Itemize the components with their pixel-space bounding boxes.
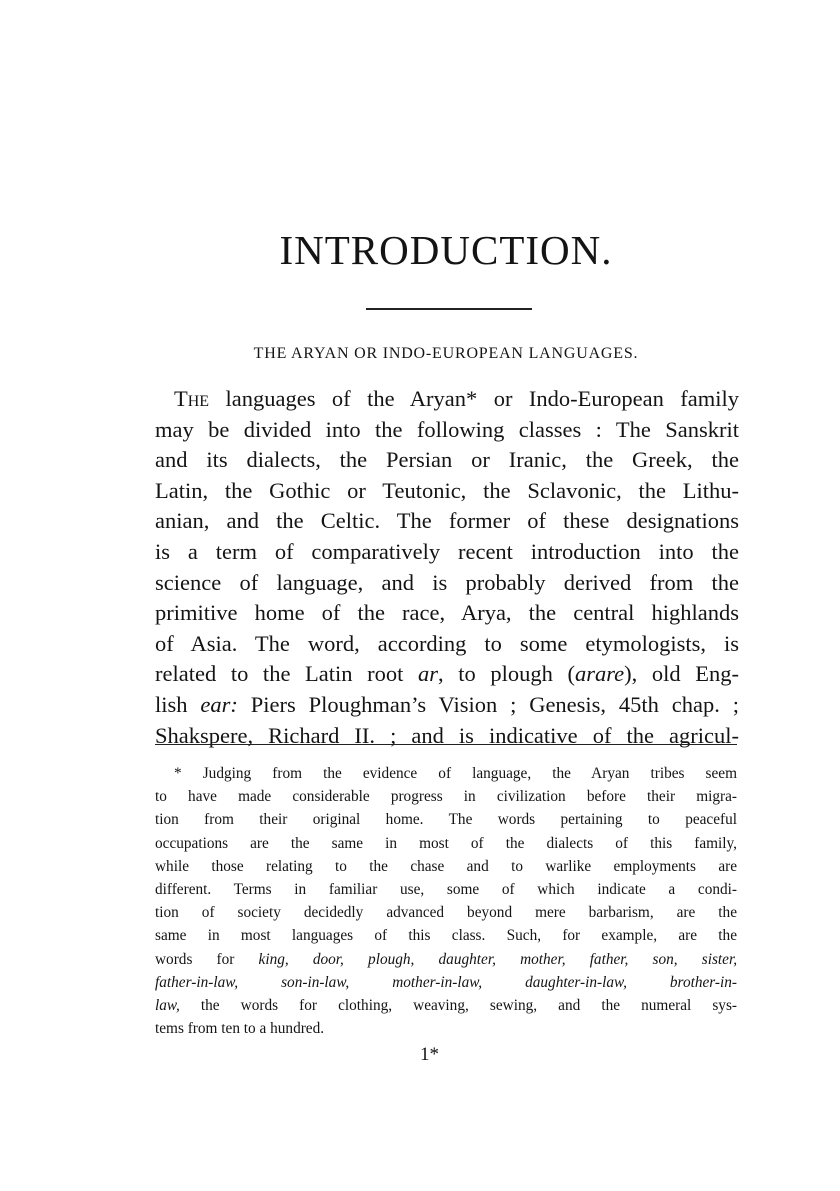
- footnote-line: while those relating to the chase and to warlike employments are: [155, 857, 737, 875]
- italic-run: mother-in-law,: [392, 973, 483, 991]
- italic-run: ar: [418, 661, 439, 687]
- italic-run: law,: [155, 997, 180, 1015]
- text-run: related to the Latin root: [155, 661, 418, 687]
- text-run: [349, 974, 392, 991]
- page-number: 1*: [420, 1044, 439, 1065]
- italic-run: son,: [652, 950, 678, 968]
- footnote-line: [155, 971, 737, 994]
- text-run: words for: [155, 950, 259, 968]
- footnote-line: different. Terms in familiar use, some of which indicate a condi-: [155, 881, 737, 899]
- text-run: the words for clothing, weaving, sewing, and the numeral sys-: [179, 997, 737, 1015]
- footnote-line: to have made considerable progress in civilization before their migra-: [155, 788, 737, 806]
- text-run: [238, 974, 281, 991]
- footnote-line: * Judging from the evidence of language, the Aryan tribes seem: [174, 765, 737, 782]
- text-run: [482, 974, 525, 991]
- italic-run: ear:: [200, 691, 238, 717]
- text-run: Piers Ploughman’s Vision ; Genesis, 45th chap. ;: [237, 691, 739, 717]
- body-line: Shakspere, Richard II. ; and is indicative of the agricul-: [155, 722, 739, 748]
- text-run: [289, 951, 313, 968]
- body-line: [155, 690, 739, 721]
- text-run: [496, 951, 520, 968]
- body-line: science of language, and is probably derived from the: [155, 569, 739, 595]
- italic-run: daughter-in-law,: [525, 973, 627, 991]
- body-line: may be divided into the following classes : The Sanskrit: [155, 416, 739, 442]
- footnote-line: tems from ten to a hundred.: [155, 1020, 325, 1038]
- text-run: [627, 974, 670, 991]
- text-run: [344, 951, 368, 968]
- body-line: anian, and the Celtic. The former of these designations: [155, 508, 739, 534]
- body-line: [155, 384, 739, 415]
- body-line: is a term of comparatively recent introduction into the: [155, 538, 739, 564]
- italic-run: father,: [589, 950, 629, 968]
- italic-run: door,: [312, 950, 344, 968]
- italic-run: daughter,: [438, 950, 496, 968]
- italic-run: mother,: [520, 950, 566, 968]
- italic-run: son-in-law,: [281, 973, 350, 991]
- italic-run: king,: [258, 950, 289, 968]
- text-run: lish: [155, 691, 201, 717]
- body-line: [155, 659, 739, 690]
- page-title: INTRODUCTION.: [279, 227, 613, 273]
- title-rule: [366, 308, 532, 310]
- italic-run: sister,: [701, 950, 738, 968]
- footnote-line: occupations are the same in most of the dialects of this family,: [155, 834, 737, 852]
- body-line: Latin, the Gothic or Teutonic, the Sclavonic, the Lithu-: [155, 477, 739, 503]
- footnote-line: same in most languages of this class. Such, for example, are the: [155, 927, 737, 945]
- text-run: [566, 951, 590, 968]
- body-line-text: languages of the Aryan* or Indo-European family: [209, 386, 739, 411]
- text-run: , to plough (: [438, 661, 575, 687]
- italic-run: father-in-law,: [155, 973, 239, 991]
- footnote: [155, 762, 737, 1040]
- text-run: ), old Eng-: [624, 661, 739, 687]
- text-run: [414, 951, 438, 968]
- footnote-line: tion from their original home. The words pertaining to peaceful: [155, 811, 737, 829]
- footnote-rule: [155, 744, 737, 745]
- footnote-line: [155, 948, 737, 971]
- text-run: [678, 951, 702, 968]
- footnote-line: [155, 994, 737, 1017]
- text-run: [628, 951, 652, 968]
- body-line: of Asia. The word, according to some etymologists, is: [155, 630, 739, 656]
- body-line: primitive home of the race, Arya, the central highlands: [155, 600, 739, 626]
- italic-run: plough,: [368, 950, 415, 968]
- section-subtitle: THE ARYAN OR INDO-EUROPEAN LANGUAGES.: [253, 345, 639, 362]
- body-line: and its dialects, the Persian or Iranic, the Greek, the: [155, 447, 739, 473]
- footnote-line: tion of society decidedly advanced beyond mere barbarism, are the: [155, 904, 737, 922]
- italic-run: brother-in-: [669, 973, 738, 991]
- drop-word: The: [174, 386, 210, 411]
- italic-run: arare: [574, 661, 625, 687]
- body-text: [155, 384, 739, 751]
